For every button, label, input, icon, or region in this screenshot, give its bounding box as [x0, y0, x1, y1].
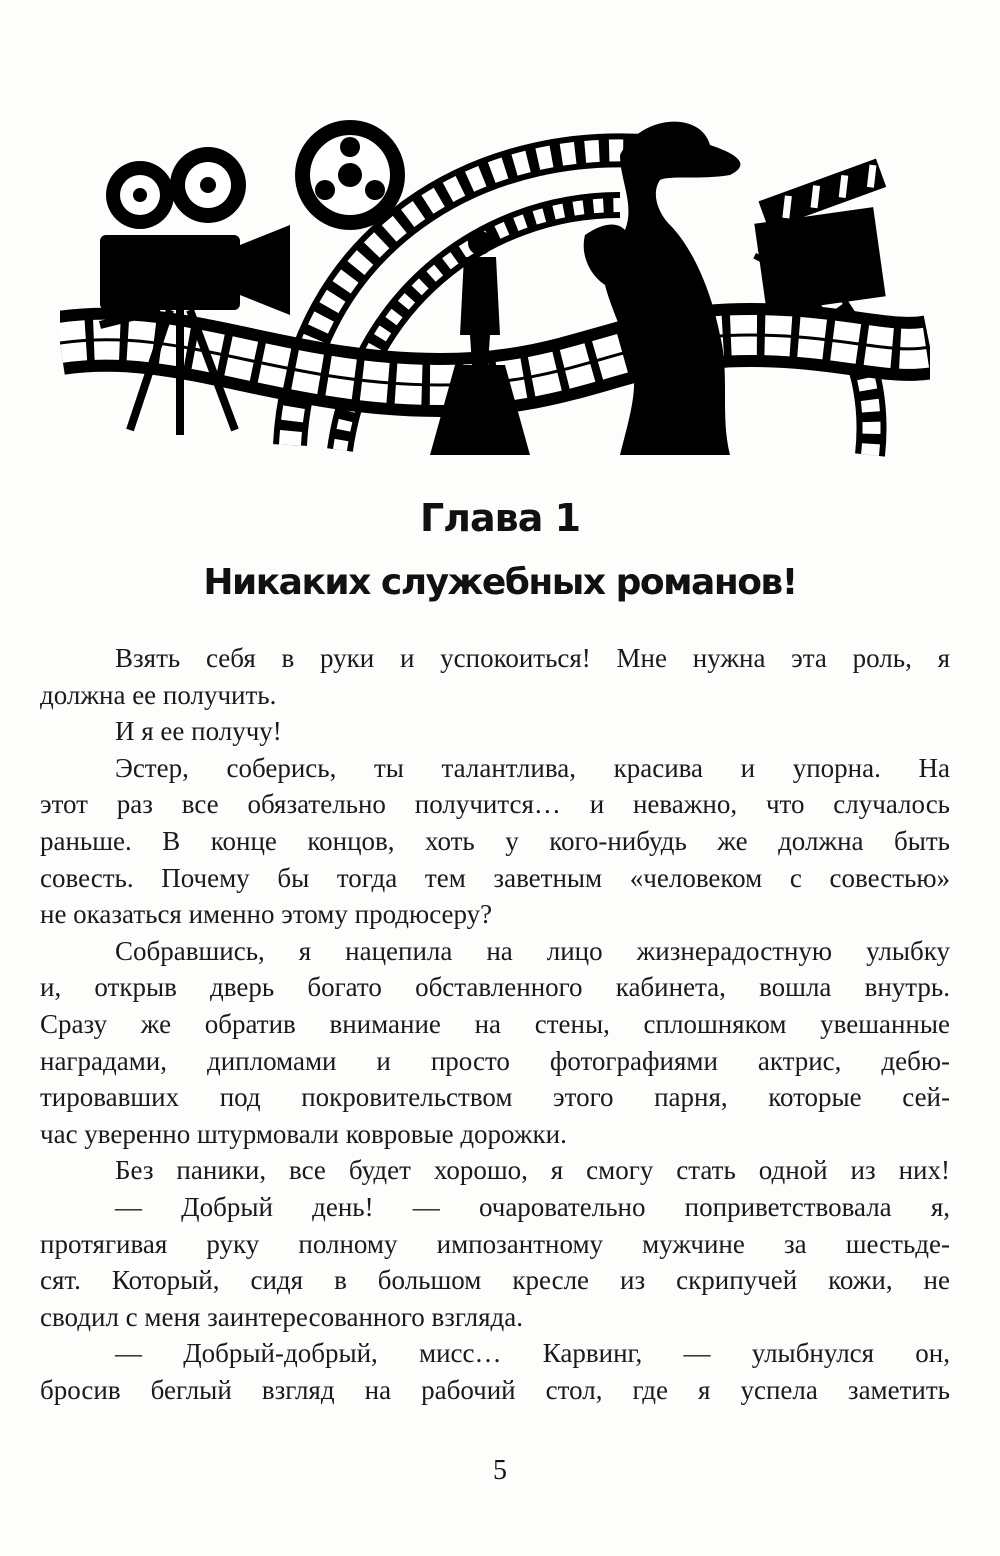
- text-line: протягивая руку полному импозантному мужчине за шестьде-: [40, 1228, 950, 1259]
- text-line: час уверенно штурмовали ковровые дорожки.: [40, 1118, 567, 1149]
- text-line: наградами, дипломами и просто фотографиями актрис, дебю-: [40, 1045, 950, 1076]
- chapter-title: Никаких служебных романов!: [203, 562, 797, 603]
- text-line: раньше. В конце концов, хоть у кого-нибудь же должна быть: [40, 825, 950, 856]
- page-number: 5: [493, 1455, 507, 1486]
- text-line: — Добрый-добрый, мисс… Карвинг, — улыбнулся он,: [115, 1338, 950, 1369]
- text-line: не оказаться именно этому продюсеру?: [40, 899, 493, 930]
- woman-in-hat-silhouette-icon: [584, 122, 741, 455]
- chapter-number: Глава 1: [419, 496, 581, 540]
- text-line: сводил с меня заинтересованного взгляда.: [40, 1301, 523, 1332]
- cinema-illustration: [60, 85, 930, 465]
- text-line: Сразу же обратив внимание на стены, сплошняком увешанные: [40, 1008, 950, 1039]
- text-line: бросив беглый взгляд на рабочий стол, где я успела заметить: [40, 1374, 950, 1405]
- film-reel-icon: [295, 120, 405, 230]
- text-line: тировавших под покровительством этого парня, которые сей-: [40, 1082, 950, 1113]
- text-line: совесть. Почему бы тогда тем заветным «человеком с совестью»: [40, 862, 950, 893]
- text-line: Взять себя в руки и успокоиться! Мне нужна эта роль, я: [115, 643, 950, 673]
- text-line: Эстер, соберись, ты талантлива, красива и упорна. На: [115, 752, 950, 783]
- text-line: Собравшись, я нацепила на лицо жизнерадостную улыбку: [115, 935, 950, 966]
- text-line: Без паники, все будет хорошо, я смогу стать одной из них!: [115, 1155, 950, 1186]
- text-line: И я ее получу!: [115, 716, 282, 747]
- chapter-text: [40, 640, 950, 1408]
- text-line: — Добрый день! — очаровательно поприветствовала я,: [115, 1191, 950, 1222]
- text-line: этот раз все обязательно получится… и неважно, что случалось: [40, 789, 950, 820]
- text-line: сят. Который, сидя в большом кресле из скрипучей кожи, не: [40, 1265, 950, 1296]
- clapperboard-icon: [754, 159, 886, 313]
- text-line: и, открыв дверь богато обставленного кабинета, вошла внутрь.: [40, 972, 950, 1003]
- text-line: должна ее получить.: [40, 679, 277, 710]
